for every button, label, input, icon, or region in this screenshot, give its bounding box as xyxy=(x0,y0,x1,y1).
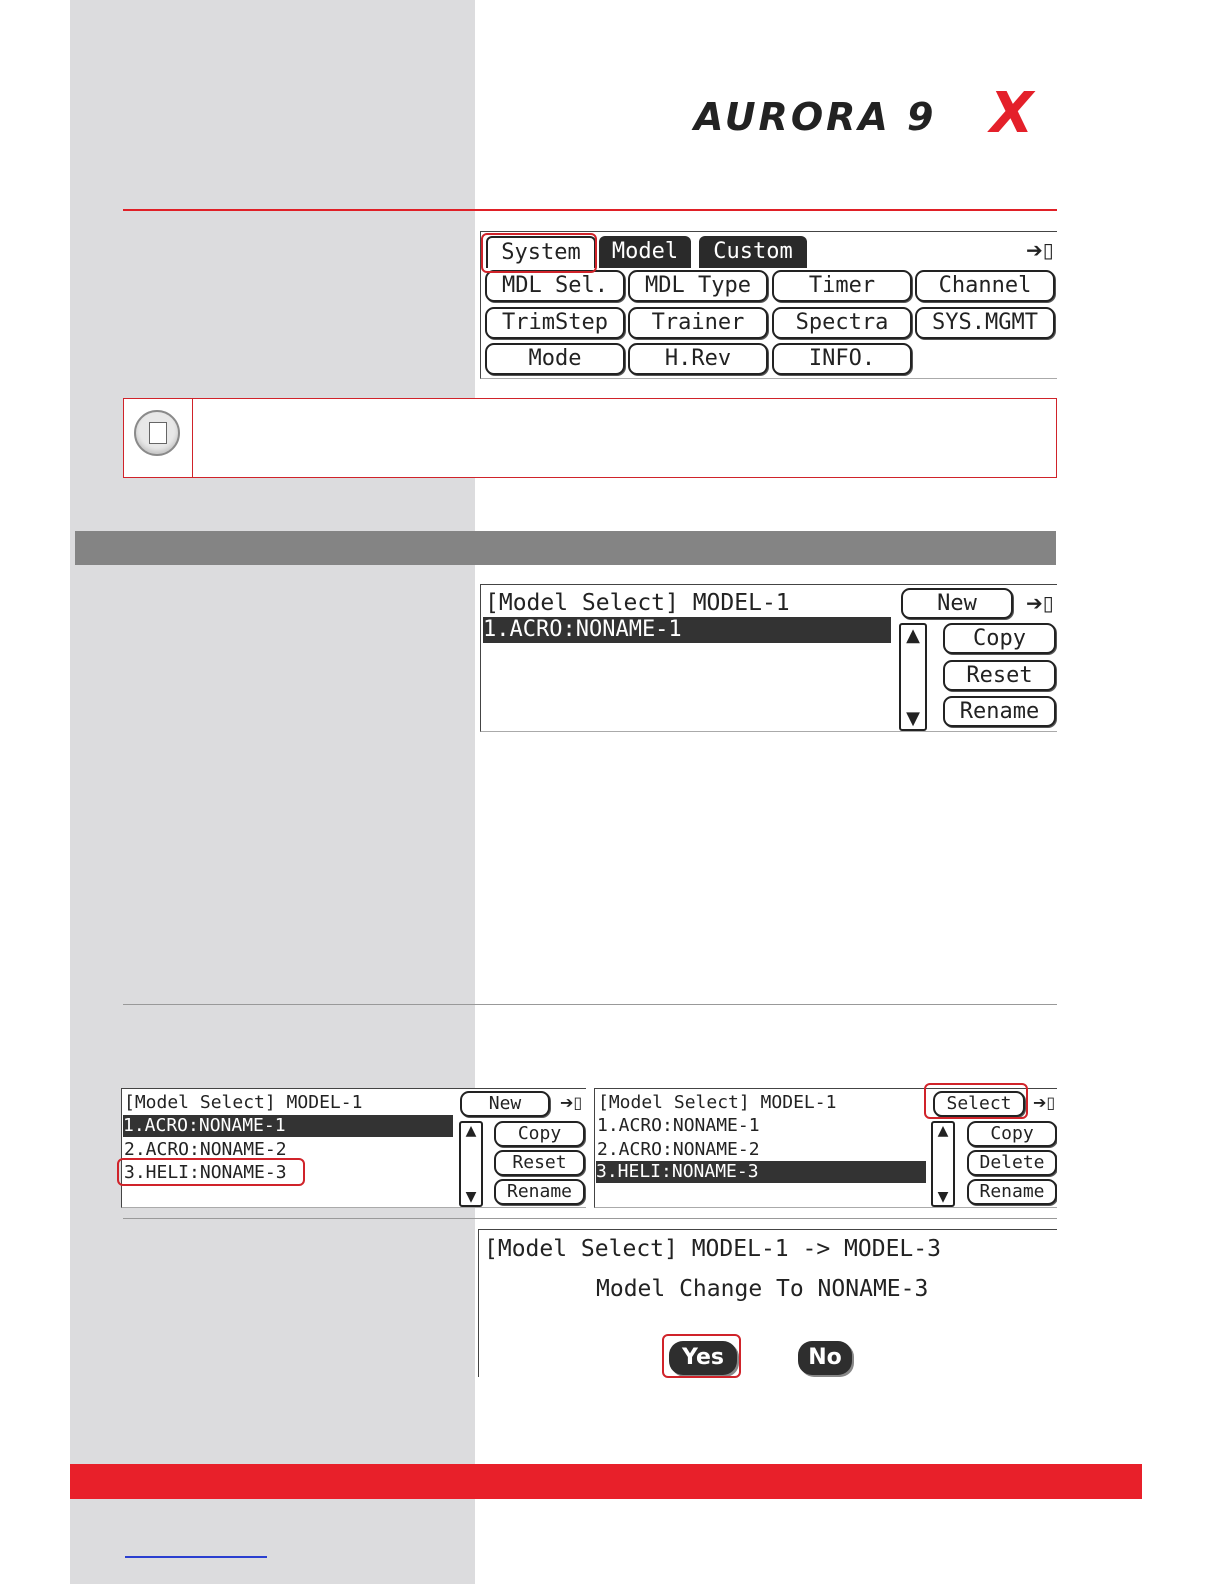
scrollbar[interactable] xyxy=(931,1121,955,1207)
channel-button[interactable]: Channel xyxy=(915,270,1055,302)
system-tab-highlight xyxy=(481,233,597,273)
spectra-button[interactable]: Spectra xyxy=(772,307,912,339)
new-button[interactable]: New xyxy=(901,588,1013,619)
exit-icon[interactable]: ➔▯ xyxy=(1026,591,1054,615)
trimstep-button[interactable]: TrimStep xyxy=(485,307,625,339)
list-item[interactable]: 1.ACRO:NONAME-1 xyxy=(123,1115,453,1137)
screen-title: [Model Select] MODEL-1 xyxy=(598,1092,837,1113)
h-rev-button[interactable]: H.Rev xyxy=(628,343,768,375)
rename-button[interactable]: Rename xyxy=(494,1179,585,1205)
mode-button[interactable]: Mode xyxy=(485,343,625,375)
screen-title: [Model Select] MODEL-1 -> MODEL-3 xyxy=(484,1236,941,1262)
header-divider xyxy=(123,209,1057,211)
list-item[interactable]: 3.HELI:NONAME-3 xyxy=(596,1161,926,1183)
select-button-highlight xyxy=(924,1083,1028,1119)
delete-button[interactable]: Delete xyxy=(967,1150,1057,1176)
scroll-up-arrow-icon[interactable]: ▲ xyxy=(465,1123,477,1139)
reset-button[interactable]: Reset xyxy=(494,1150,585,1176)
screen-title: [Model Select] MODEL-1 xyxy=(124,1092,363,1113)
list-item[interactable]: 1.ACRO:NONAME-1 xyxy=(597,1115,760,1136)
screen-title: [Model Select] MODEL-1 xyxy=(485,590,790,616)
mdl-sel-button[interactable]: MDL Sel. xyxy=(485,270,625,302)
rename-button[interactable]: Rename xyxy=(943,696,1056,727)
no-button[interactable]: No xyxy=(798,1341,852,1375)
footer-link-underline[interactable] xyxy=(125,1556,267,1558)
list-item[interactable]: 2.ACRO:NONAME-2 xyxy=(597,1139,760,1160)
copy-button[interactable]: Copy xyxy=(967,1121,1057,1147)
tab-system[interactable]: System xyxy=(486,236,596,268)
left-sidebar-panel xyxy=(70,0,475,1584)
note-divider xyxy=(192,399,193,477)
scrollbar[interactable] xyxy=(459,1121,483,1207)
model-change-confirm-screen xyxy=(478,1229,1057,1377)
reset-button[interactable]: Reset xyxy=(943,660,1056,691)
exit-icon[interactable]: ➔▯ xyxy=(560,1093,583,1112)
list-item[interactable]: 2.ACRO:NONAME-2 xyxy=(124,1139,287,1160)
logo-brand: AURORA 9 xyxy=(694,95,937,139)
yes-button-highlight xyxy=(662,1334,741,1378)
sys-mgmt-button[interactable]: SYS.MGMT xyxy=(915,307,1055,339)
trainer-button[interactable]: Trainer xyxy=(628,307,768,339)
exit-icon[interactable]: ➔▯ xyxy=(1026,238,1054,262)
logo-x-mark: X xyxy=(990,81,1034,146)
model-list-screen-a xyxy=(121,1088,586,1208)
section-header-band xyxy=(75,531,1056,565)
copy-button[interactable]: Copy xyxy=(494,1121,585,1147)
scrollbar[interactable] xyxy=(899,623,927,731)
mdl-type-button[interactable]: MDL Type xyxy=(628,270,768,302)
copy-button[interactable]: Copy xyxy=(943,623,1056,654)
scroll-up-arrow-icon[interactable]: ▲ xyxy=(906,625,920,646)
list-item[interactable]: 1.ACRO:NONAME-1 xyxy=(483,617,891,643)
exit-icon[interactable]: ➔▯ xyxy=(1033,1093,1056,1112)
tab-custom[interactable]: Custom xyxy=(699,236,807,268)
yes-button[interactable]: Yes xyxy=(669,1341,737,1375)
scroll-up-arrow-icon[interactable]: ▲ xyxy=(937,1123,949,1139)
tab-model[interactable]: Model xyxy=(599,236,691,268)
model-select-screen xyxy=(480,584,1057,732)
section-divider xyxy=(123,1004,1057,1005)
scroll-down-arrow-icon[interactable]: ▼ xyxy=(937,1189,949,1205)
select-button[interactable]: Select xyxy=(933,1091,1025,1117)
scroll-down-arrow-icon[interactable]: ▼ xyxy=(465,1189,477,1205)
confirm-message: Model Change To NONAME-3 xyxy=(596,1276,929,1302)
aurora-9x-logo xyxy=(694,81,1066,146)
document-icon xyxy=(134,410,180,456)
list-item[interactable]: 3.HELI:NONAME-3 xyxy=(124,1162,287,1183)
scroll-down-arrow-icon[interactable]: ▼ xyxy=(906,708,920,729)
section-divider xyxy=(123,1218,1057,1219)
new-button[interactable]: New xyxy=(460,1091,550,1117)
timer-button[interactable]: Timer xyxy=(772,270,912,302)
rename-button[interactable]: Rename xyxy=(967,1179,1057,1205)
note-box xyxy=(123,398,1057,478)
info-button[interactable]: INFO. xyxy=(772,343,912,375)
footer-bar xyxy=(70,1464,1142,1499)
heli-item-highlight xyxy=(117,1158,305,1186)
